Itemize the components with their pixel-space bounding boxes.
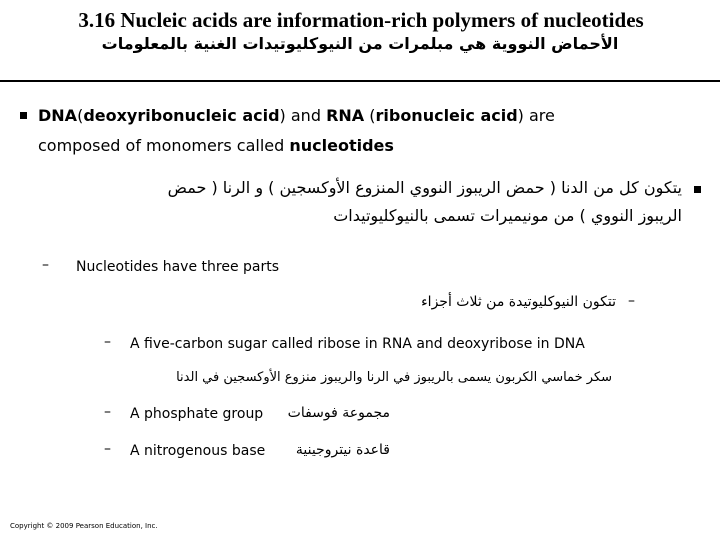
part2-text: A phosphate group — [130, 406, 264, 422]
bullet1-line2: composed of monomers called nucleotides — [38, 136, 394, 155]
copyright-notice: Copyright © 2009 Pearson Education, Inc. — [10, 522, 158, 530]
part1-arabic: سكر خماسي الكربون يسمى بالريبوز في الرنا والريبوز منزوع الأوكسجين في الدنا — [176, 370, 612, 385]
sub1-dash: – — [42, 257, 49, 273]
bullet2-arabic-line2: الريبوز النووي ) من مونيميرات تسمى بالنيوكليوتيدات — [333, 206, 682, 225]
sub1-arabic-text: تتكون النيوكليوتيدة من ثلاث أجزاء — [421, 294, 616, 310]
sub1-arabic-dash: – — [628, 293, 635, 309]
part1-dash: – — [104, 334, 111, 350]
nucleotides-term: nucleotides — [289, 136, 394, 155]
slide-title-english: 3.16 Nucleic acids are information-rich polymers of nucleotides — [78, 8, 644, 32]
part1-text: A five-carbon sugar called ribose in RNA and deoxyribose in DNA — [130, 336, 585, 352]
part3-arabic: قاعدة نيتروجينية — [295, 442, 390, 458]
bullet1-line1: DNA(deoxyribonucleic acid) and RNA (ribonucleic acid) are — [38, 106, 555, 125]
part3-dash: – — [104, 441, 111, 457]
bullet-square-icon — [694, 186, 701, 193]
part2-dash: – — [104, 404, 111, 420]
slide-title-arabic: الأحماض النووية هي مبلمرات من النيوكليوتيدات الغنية بالمعلومات — [101, 34, 619, 53]
rna-full-name: ribonucleic acid — [375, 106, 518, 125]
bullet-square-icon — [20, 112, 27, 119]
part3-text: A nitrogenous base — [130, 443, 266, 459]
dna-label: DNA — [38, 106, 78, 125]
sub1-text: Nucleotides have three parts — [76, 259, 280, 275]
dna-full-name: deoxyribonucleic acid — [83, 106, 280, 125]
title-divider — [0, 80, 720, 82]
rna-label: RNA — [326, 106, 365, 125]
part2-arabic: مجموعة فوسفات — [287, 405, 390, 421]
bullet2-arabic-line1: يتكون كل من الدنا ( حمض الريبوز النووي المنزوع الأوكسجين ) و الرنا ( حمض — [167, 178, 682, 197]
